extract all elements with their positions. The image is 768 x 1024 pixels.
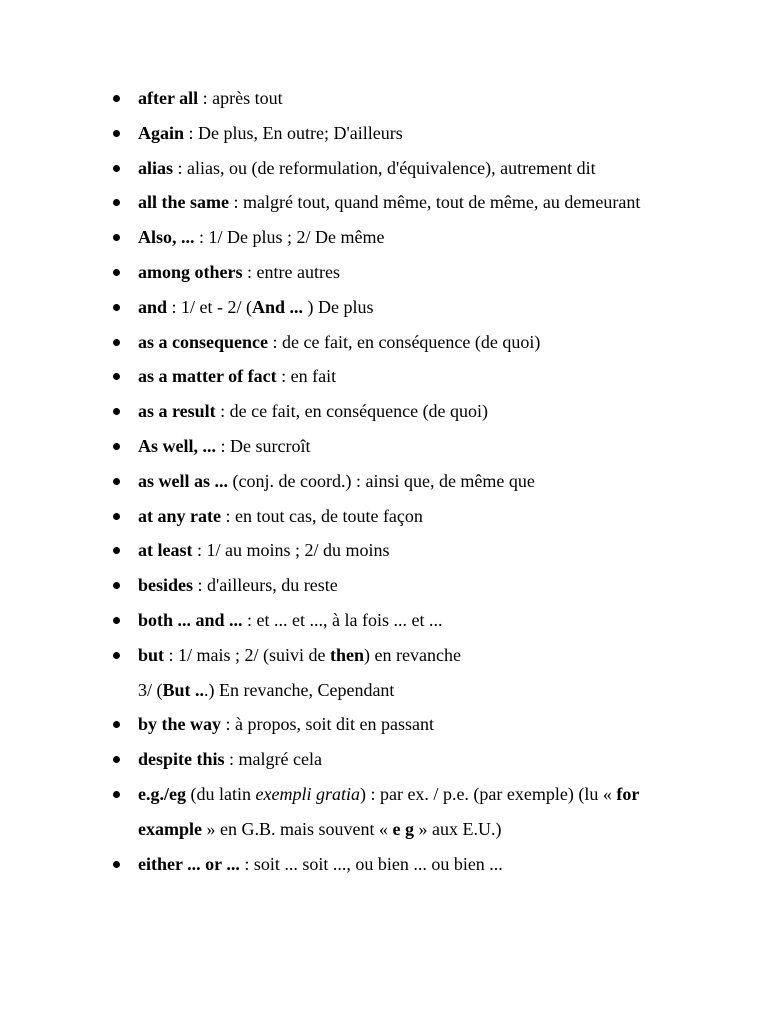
latin-phrase: exempli gratia <box>255 783 360 804</box>
list-item <box>0 290 768 325</box>
term: Also, ... <box>138 227 195 248</box>
list-item <box>0 742 768 777</box>
term-tertiary: e g <box>392 818 414 839</box>
term: as well as ... <box>138 470 228 491</box>
term: As well, ... <box>138 435 216 456</box>
term: by the way <box>138 714 222 735</box>
definition: : De plus, En outre; D'ailleurs <box>184 122 403 143</box>
term: and <box>138 296 168 317</box>
term-secondary: for example <box>138 783 640 839</box>
definition-continued: » en G.B. mais souvent « <box>201 818 393 839</box>
list-item <box>0 116 768 151</box>
list-item <box>0 325 768 360</box>
term: alias <box>138 157 174 178</box>
term: despite this <box>138 749 225 770</box>
bullet-icon <box>113 756 120 763</box>
bullet-icon <box>113 199 120 206</box>
definition: : 1/ De plus ; 2/ De même <box>194 227 385 248</box>
definition: : et ... et ..., à la fois ... et ... <box>242 609 443 630</box>
definition: : 1/ au moins ; 2/ du moins <box>192 540 390 561</box>
definition: : après tout <box>198 88 283 108</box>
definition: : de ce fait, en conséquence (de quoi) <box>268 331 541 352</box>
list-item <box>0 255 768 290</box>
bullet-icon <box>113 130 120 137</box>
list-item <box>0 777 768 847</box>
definition-continued: ) : par ex. / p.e. (par exemple) (lu « <box>359 783 617 804</box>
list-item <box>0 533 768 568</box>
term-secondary: then <box>330 644 365 665</box>
bullet-icon <box>113 165 120 172</box>
bullet-icon <box>113 513 120 520</box>
term: both ... and ... <box>138 609 243 630</box>
bullet-icon <box>113 443 120 450</box>
bullet-icon <box>113 339 120 346</box>
list-item <box>0 847 768 882</box>
list-item <box>0 220 768 255</box>
bullet-icon <box>113 791 120 798</box>
list-item <box>0 81 768 116</box>
definition: : en tout cas, de toute façon <box>220 505 423 526</box>
list-item <box>0 185 768 220</box>
definition: : 1/ et - 2/ ( <box>167 296 253 317</box>
bullet-icon <box>113 652 120 659</box>
bullet-icon <box>113 721 120 728</box>
bullet-icon <box>113 234 120 241</box>
term: as a matter of fact <box>138 366 277 387</box>
term: at any rate <box>138 505 221 526</box>
term: But .. <box>162 679 205 700</box>
term: as a consequence <box>138 331 268 352</box>
term: all the same <box>138 192 229 213</box>
definition-prefix: 3/ ( <box>138 679 163 700</box>
bullet-icon <box>113 861 120 868</box>
definition: : à propos, soit dit en passant <box>221 714 434 735</box>
definition-continued: ) en revanche <box>364 644 461 665</box>
term-secondary: And ... <box>252 296 304 317</box>
term: after all <box>138 88 199 108</box>
term: as a result <box>138 401 216 422</box>
definition: (du latin <box>185 783 256 804</box>
list-item <box>0 151 768 186</box>
term: among others <box>138 261 243 282</box>
term: at least <box>138 540 193 561</box>
list-item <box>0 429 768 464</box>
term: either ... or ... <box>138 853 240 874</box>
list-item <box>0 568 768 603</box>
list-item <box>0 638 768 673</box>
term: e.g./eg <box>138 783 186 804</box>
list-item <box>0 603 768 638</box>
term: Again <box>138 122 185 143</box>
list-item <box>0 394 768 429</box>
bullet-icon <box>113 582 120 589</box>
list-item <box>0 499 768 534</box>
definition: : malgré tout, quand même, tout de même, au demeurant <box>228 192 641 213</box>
bullet-icon <box>113 478 120 485</box>
definition-continued: ) De plus <box>303 296 374 317</box>
list-item <box>0 359 768 394</box>
definition: : d'ailleurs, du reste <box>193 575 338 596</box>
bullet-icon <box>113 408 120 415</box>
bullet-icon <box>113 373 120 380</box>
bullet-icon <box>113 269 120 276</box>
bullet-icon <box>113 95 120 102</box>
bullet-icon <box>113 617 120 624</box>
term: besides <box>138 575 194 596</box>
definition: : de ce fait, en conséquence (de quoi) <box>215 401 489 422</box>
definition: : en fait <box>276 366 337 387</box>
definition: .) En revanche, Cependant <box>204 679 395 700</box>
bullet-icon <box>113 547 120 554</box>
glossary-list <box>0 81 768 881</box>
definition-continued: » aux E.U.) <box>413 818 502 839</box>
list-item <box>0 464 768 499</box>
definition: : alias, ou (de reformulation, d'équivalence), autrement dit <box>173 157 596 178</box>
definition: : 1/ mais ; 2/ (suivi de <box>164 644 331 665</box>
term: but <box>138 644 165 665</box>
definition: : soit ... soit ..., ou bien ... ou bien ... <box>239 853 503 874</box>
definition: : malgré cela <box>224 749 322 770</box>
definition: : De surcroît <box>216 435 311 456</box>
list-item-continuation <box>0 673 768 708</box>
definition: : entre autres <box>242 261 340 282</box>
definition: (conj. de coord.) : ainsi que, de même que <box>228 470 535 491</box>
list-item <box>0 707 768 742</box>
bullet-icon <box>113 304 120 311</box>
